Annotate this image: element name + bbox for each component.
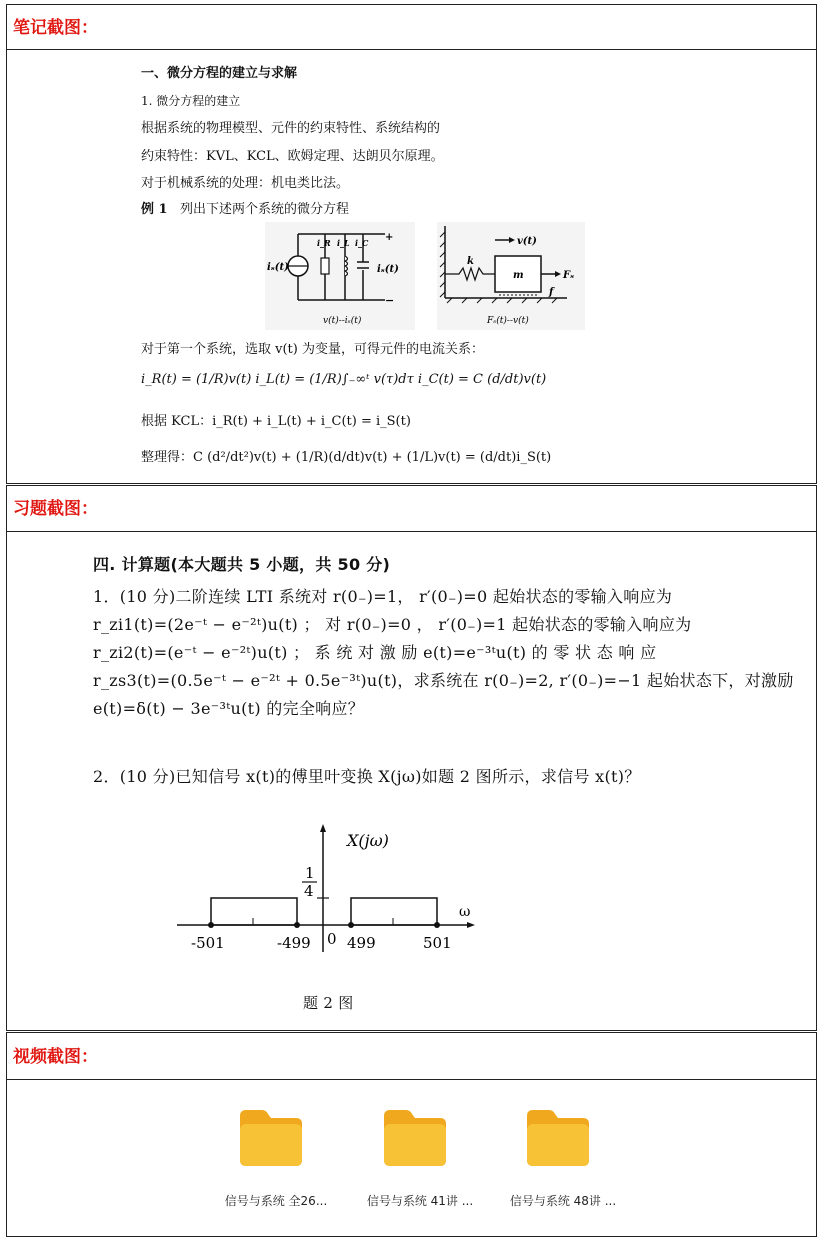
notes-eq3: 整理得：C (d²/dt²)v(t) + (1/R)(d/dt)v(t) + (1/L)v(t) = (d/dt)i_S(t) bbox=[141, 450, 552, 465]
label-f: f bbox=[549, 287, 554, 298]
notes-header-box bbox=[6, 4, 817, 50]
label-Fs: Fₛ bbox=[563, 270, 575, 281]
fig-caption: 题 2 图 bbox=[303, 994, 354, 1012]
tick-neg499: -499 bbox=[277, 934, 311, 952]
fourier-plot bbox=[167, 822, 487, 967]
notes-example bbox=[141, 198, 349, 217]
tick-501: 501 bbox=[423, 934, 452, 952]
fig-ylabel: X(jω) bbox=[347, 831, 389, 850]
video-header: 视频截图： bbox=[13, 1047, 98, 1067]
notes-eq1: i_R(t) = (1/R)v(t) i_L(t) = (1/R)∫₋∞ᵗ v(τ)dτ i_C(t) = C (d/dt)v(t) bbox=[141, 372, 547, 387]
folder-icon bbox=[238, 1108, 304, 1166]
label-m: m bbox=[513, 270, 524, 281]
label-iR: i_R bbox=[317, 238, 331, 248]
problem1-line2: r_zi1(t)=(2e⁻ᵗ − e⁻²ᵗ)u(t) ； 对 r(0₋)=0 ， r′(0₋)=1 起始状态的零输入响应为 bbox=[93, 615, 692, 634]
video-folder-2-name: 信号与系统 41讲 ... bbox=[366, 1194, 474, 1208]
notes-heading: 一、微分方程的建立与求解 bbox=[141, 66, 298, 81]
folder-icon bbox=[382, 1108, 448, 1166]
label-is-right: iₛ(t) bbox=[377, 264, 399, 275]
label-v: v(t) bbox=[517, 236, 537, 247]
circuit-caption: v(t)--iₛ(t) bbox=[323, 316, 362, 326]
notes-line2: 约束特性：KVL、KCL、欧姆定理、达朗贝尔原理。 bbox=[141, 149, 444, 164]
label-minus: − bbox=[385, 294, 395, 307]
mech-caption: Fₛ(t)--v(t) bbox=[487, 316, 529, 326]
tick-neg501: -501 bbox=[191, 934, 225, 952]
notes-sub-heading: 1. 微分方程的建立 bbox=[141, 94, 241, 108]
spectrum-band-positive bbox=[351, 898, 437, 925]
notes-line1: 根据系统的物理模型、元件的约束特性、系统结构的 bbox=[141, 121, 441, 136]
video-header-box bbox=[6, 1032, 817, 1080]
label-iL: i_L bbox=[337, 238, 350, 248]
spectrum-band-negative bbox=[211, 898, 297, 925]
problem1-line4: r_zs3(t)=(0.5e⁻ᵗ − e⁻²ᵗ + 0.5e⁻³ᵗ)u(t)，求系统在 r(0₋)=2, r′(0₋)=−1 起始状态下，对激励 bbox=[93, 671, 794, 690]
notes-body bbox=[6, 49, 817, 484]
notes-header: 笔记截图： bbox=[13, 18, 98, 38]
exercise-body bbox=[6, 531, 817, 1031]
exercise-title: 四. 计算题(本大题共 5 小题，共 50 分) bbox=[93, 555, 391, 574]
label-k: k bbox=[467, 256, 474, 267]
tick-zero: 0 bbox=[327, 930, 337, 948]
video-folder-1-name: 信号与系统 全26... bbox=[224, 1194, 328, 1208]
problem1-line3: r_zi2(t)=(e⁻ᵗ − e⁻²ᵗ)u(t) ； 系 统 对 激 励 e(t)=e⁻³ᵗu(t) 的 零 状 态 响 应 bbox=[93, 643, 657, 662]
fig-frac-den: 4 bbox=[304, 882, 314, 900]
video-body bbox=[6, 1079, 817, 1237]
exercise-header: 习题截图： bbox=[13, 499, 98, 519]
folder-icon bbox=[525, 1108, 591, 1166]
notes-line3: 对于机械系统的处理：机电类比法。 bbox=[141, 176, 350, 191]
example-text: 列出下述两个系统的微分方程 bbox=[179, 202, 349, 217]
label-iC: i_C bbox=[355, 238, 369, 248]
notes-eq2: 根据 KCL：i_R(t) + i_L(t) + i_C(t) = i_S(t) bbox=[141, 414, 411, 429]
video-folder-2[interactable] bbox=[350, 1108, 490, 1218]
mechanical-diagram bbox=[437, 222, 585, 330]
tick-499: 499 bbox=[347, 934, 376, 952]
video-folder-1[interactable] bbox=[206, 1108, 346, 1218]
problem2-text: 2．(10 分)已知信号 x(t)的傅里叶变换 X(jω)如题 2 图所示，求信号 x(t)？ bbox=[93, 767, 641, 786]
fig-frac-num: 1 bbox=[305, 864, 315, 882]
label-plus: + bbox=[385, 232, 394, 243]
fig-xlabel: ω bbox=[459, 904, 471, 920]
circuit-diagram bbox=[265, 222, 415, 330]
problem1-line1: 1．(10 分)二阶连续 LTI 系统对 r(0₋)=1， r′(0₋)=0 起始状态的零输入响应为 bbox=[93, 587, 673, 606]
example-label: 例 1 bbox=[141, 202, 168, 217]
problem1-line5: e(t)=δ(t) − 3e⁻³ᵗu(t) 的完全响应？ bbox=[93, 699, 365, 718]
video-folder-3-name: 信号与系统 48讲 ... bbox=[509, 1194, 617, 1208]
label-is: iₛ(t) bbox=[267, 262, 289, 273]
notes-line4: 对于第一个系统，选取 v(t) 为变量，可得元件的电流关系： bbox=[141, 342, 484, 357]
video-folder-3[interactable] bbox=[493, 1108, 633, 1218]
exercise-header-box bbox=[6, 485, 817, 532]
